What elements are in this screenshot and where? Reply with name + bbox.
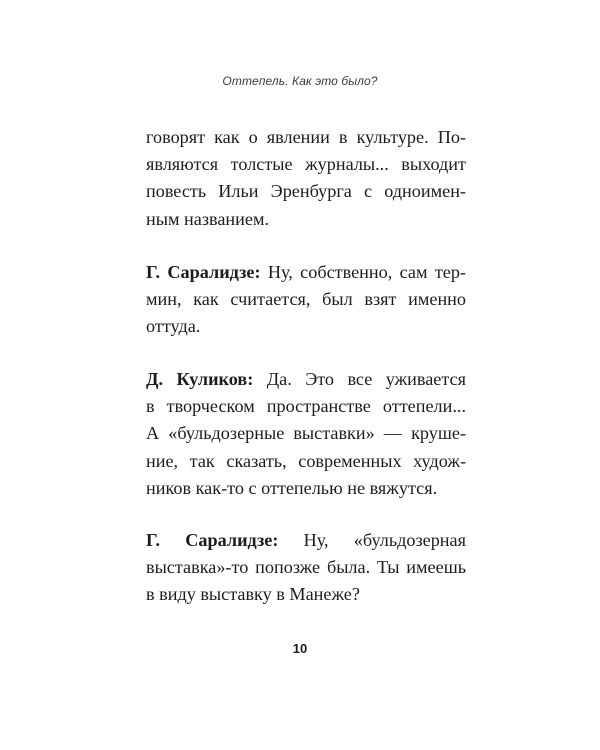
text-line — [146, 366, 466, 393]
paragraph-narration — [146, 124, 466, 233]
paragraph-saralidze-2 — [146, 527, 466, 609]
text-line: выставка»-то попозже была. Ты имеешь — [146, 557, 466, 578]
line-text: Ну, собственно, сам тер- — [260, 262, 466, 282]
text-line: оттуда. — [146, 316, 201, 337]
running-head: Оттепель. Как это было? — [222, 74, 378, 88]
text-line: ние, так сказать, современных худож- — [146, 450, 466, 471]
paragraph-saralidze-1 — [146, 259, 466, 341]
line-text: Да. Это все уживается — [253, 369, 466, 389]
text-line — [146, 527, 466, 554]
speaker-name: Г. Саралидзе: — [146, 262, 261, 282]
text-line: являются толстые журналы... выходит — [146, 154, 466, 175]
paragraph-kulikov — [146, 366, 466, 502]
line-text: Ну, «бульдозерная — [278, 530, 466, 550]
text-line: повесть Ильи Эренбурга с одноимен- — [146, 181, 466, 202]
text-line: в виду выставку в Манеже? — [146, 584, 360, 605]
page-number: 10 — [292, 641, 308, 656]
text-line — [146, 259, 466, 286]
text-line: говорят как о явлении в культуре. По- — [146, 127, 466, 147]
text-line: мин, как считается, был взят именно — [146, 289, 466, 310]
text-line: ников как-то с оттепелью не вяжутся. — [146, 477, 438, 498]
speaker-name: Д. Куликов: — [146, 369, 254, 389]
text-line: А «бульдозерные выставки» — круше- — [146, 423, 466, 444]
text-line: в творческом пространстве оттепели... — [146, 396, 466, 417]
speaker-name: Г. Саралидзе: — [146, 530, 279, 550]
text-line: ным названием. — [146, 208, 270, 229]
